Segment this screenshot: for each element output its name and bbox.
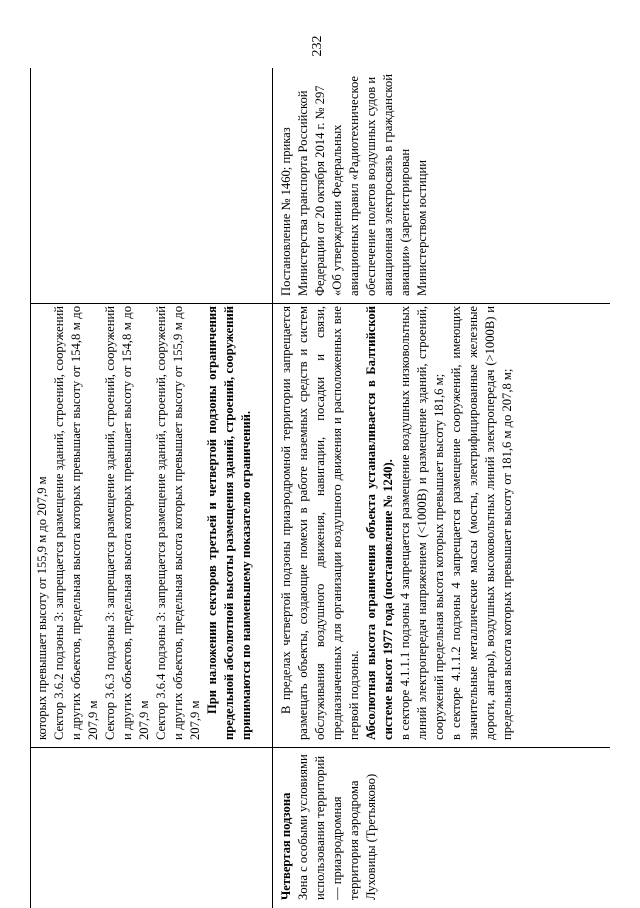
requirements-intro: В пределах четвертой подзоны приаэродромной территории запрещается размещать объекты, создающие помехи в работе наземных средств и систем обслуживания воздушного движения, навигации, посадки и связи, предназначенных для организации воздушного движения и расположенных вне первой подзоны. <box>279 306 361 740</box>
row-divider <box>272 68 273 908</box>
column-divider-right <box>30 303 610 304</box>
page-number: 232 <box>310 35 325 57</box>
zone-title: Четвертая подзона <box>279 792 293 900</box>
zone-requirements-cell <box>278 306 516 740</box>
sector-3-6-2-text: Сектор 3.6.2 подзоны 3: запрещается размещение зданий, строений, сооружений и других объектов, предельная высота которых превышает высоту от 154,8 м до 207,9 м <box>52 306 100 740</box>
requirements-table <box>30 68 610 908</box>
overlap-rule-text: При наложении секторов третьей и четвертой подзоны ограничения предельной абсолютной высоты размещения зданий, строений, сооружений принимаются по наименьшему показателю ограничений. <box>205 306 253 740</box>
legal-basis-text: Постановление № 1460; приказ Министерства транспорта Российской Федерации от 20 октября 2014 г. № 297 «Об утверждении Федеральных авиационных правил «Радиотехническое обеспечение полетов воздушных судов и авиационная электросвязь в гражданской авиации» (зарегистрирован Министерством юстиции <box>279 74 429 296</box>
legal-basis-cell <box>278 74 431 296</box>
sector-4-1-1-2-text: в секторе 4.1.1.2 подзоны 4 запрещается размещение сооружений, имеющих значительные металлические массы (мосты, электрифицированные железные дороги, ангары), воздушных высоковольтных линий электропередач (>1000В) и предельная высота которых превышает высоту от 181,6 м до 207,8 м; <box>449 306 514 740</box>
table-top-border <box>30 68 31 908</box>
rotated-table-viewport <box>30 68 610 908</box>
sector-restrictions-cell <box>34 306 255 740</box>
height-system-note: Абсолютная высота ограничения объекта устанавливается в Балтийской системе высот 1977 года (постановление № 1240). <box>364 306 395 740</box>
sector-3-6-3-text: Сектор 3.6.3 подзоны 3: запрещается размещение зданий, строений, сооружений и других объектов, предельная высота которых превышает высоту от 154,8 м до 207,9 м <box>103 306 151 740</box>
zone-description: Зона с особыми условиями использования территорий — приаэродромная территория аэродрома Луховицы (Третьяково) <box>296 754 378 900</box>
column-divider-left <box>30 747 610 748</box>
sector-4-1-1-1-text: в секторе 4.1.1.1 подзоны 4 запрещается размещение воздушных низковольтных линий электропередач напряжением (<1000В) и размещение зданий, строений, сооружений предельная высота которых превышает высоту 181,6 м; <box>398 306 446 740</box>
sector-3-6-4-text: Сектор 3.6.4 подзоны 3: запрещается размещение зданий, строений, сооружений и других объектов, предельная высота которых превышает высоту от 155,9 м до 207,9 м <box>154 306 202 740</box>
zone-name-cell <box>278 754 380 900</box>
restriction-line: которых превышает высоту от 155,9 м до 207,9 м <box>35 476 49 740</box>
